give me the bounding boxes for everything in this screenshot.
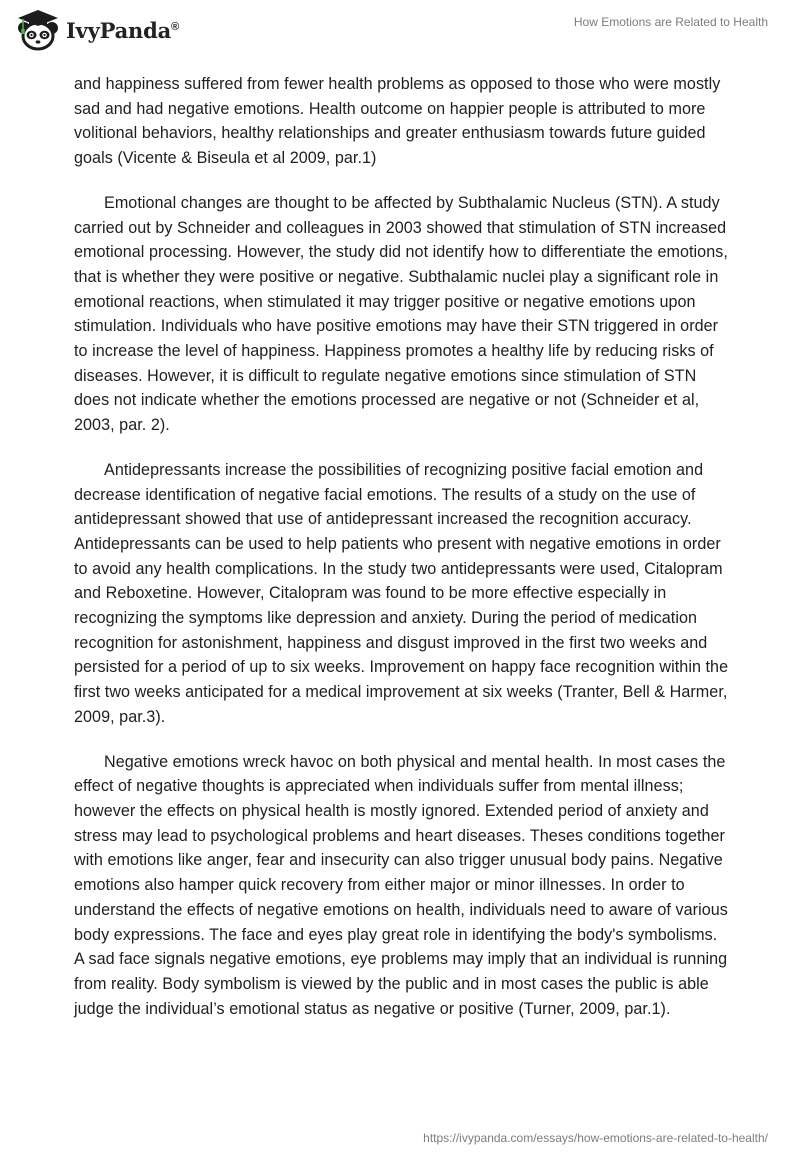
paragraph-4: Negative emotions wreck havoc on both physical and mental health. In most cases the effect of negative thoughts is appreciated when individuals suffer from mental illness; however the effects on physical health is mostly ignored. Extended period of anxiety and stress may lead to psychological problems and heart diseases. Theses conditions together with emotions like anger, fear and insecurity can also trigger unusual body pains. Negative emotions also hamper quick recovery from either major or minor illnesses. In order to understand the effects of negative emotions on health, individuals need to aware of various body expressions. The face and eyes play great role in identifying the body's symbolisms. A sad face signals negative emotions, eye problems may imply that an individual is running from reality. Body symbolism is viewed by the public and in most cases the public is able judge the individual’s emotional status as negative or positive (Turner, 2009, par.1).	[74, 752, 728, 1018]
paragraph-3: Antidepressants increase the possibilities of recognizing positive facial emotion and decrease identification of negative facial emotions. The results of a study on the use of antidepressant showed that use of antidepressant increased the recognition accuracy. Antidepressants can be used to help patients who present with negative emotions in order to avoid any health complications. In the study two antidepressants were used, Citalopram and Reboxetine. However, Citalopram was found to be more effective especially in recognizing the symptoms like depression and anxiety. During the period of medication recognition for astonishment, happiness and disgust improved in the first two weeks and persisted for a period of up to six weeks. Improvement on happy face recognition within the first two weeks anticipated for a medical improvement at six weeks (Tranter, Bell & Harmer, 2009, par.3).	[74, 460, 729, 726]
panda-graduation-cap-icon	[14, 8, 62, 52]
document-title: How Emotions are Related to Health	[573, 15, 768, 29]
brand-name: IvyPanda®	[66, 17, 179, 43]
essay-body	[74, 72, 730, 1041]
source-url[interactable]: https://ivypanda.com/essays/how-emotions-are-related-to-health/	[423, 1131, 768, 1145]
page-header	[0, 0, 800, 64]
registered-mark: ®	[171, 20, 179, 33]
ivypanda-logo[interactable]	[14, 8, 179, 52]
paragraph-2: Emotional changes are thought to be affected by Subthalamic Nucleus (STN). A study carried out by Schneider and colleagues in 2003 showed that stimulation of STN increased emotional processing. However, the study did not identify how to differentiate the emotions, that is whether they were positive or negative. Subthalamic nuclei play a significant role in emotional reactions, when stimulated it may trigger positive or negative emotions upon stimulation. Individuals who have positive emotions may have their STN triggered in order to increase the level of happiness. Happiness promotes a healthy life by reducing risks of diseases. However, it is difficult to regulate negative emotions since stimulation of STN does not indicate whether the emotions processed are negative or not (Schneider et al, 2003, par. 2).	[74, 193, 728, 435]
paragraph-1: and happiness suffered from fewer health problems as opposed to those who were mostly sad and had negative emotions. Health outcome on happier people is attributed to more volitional behaviors, healthy relationships and greater enthusiasm towards future guided goals (Vicente & Biseula et al 2009, par.1)	[74, 75, 721, 168]
